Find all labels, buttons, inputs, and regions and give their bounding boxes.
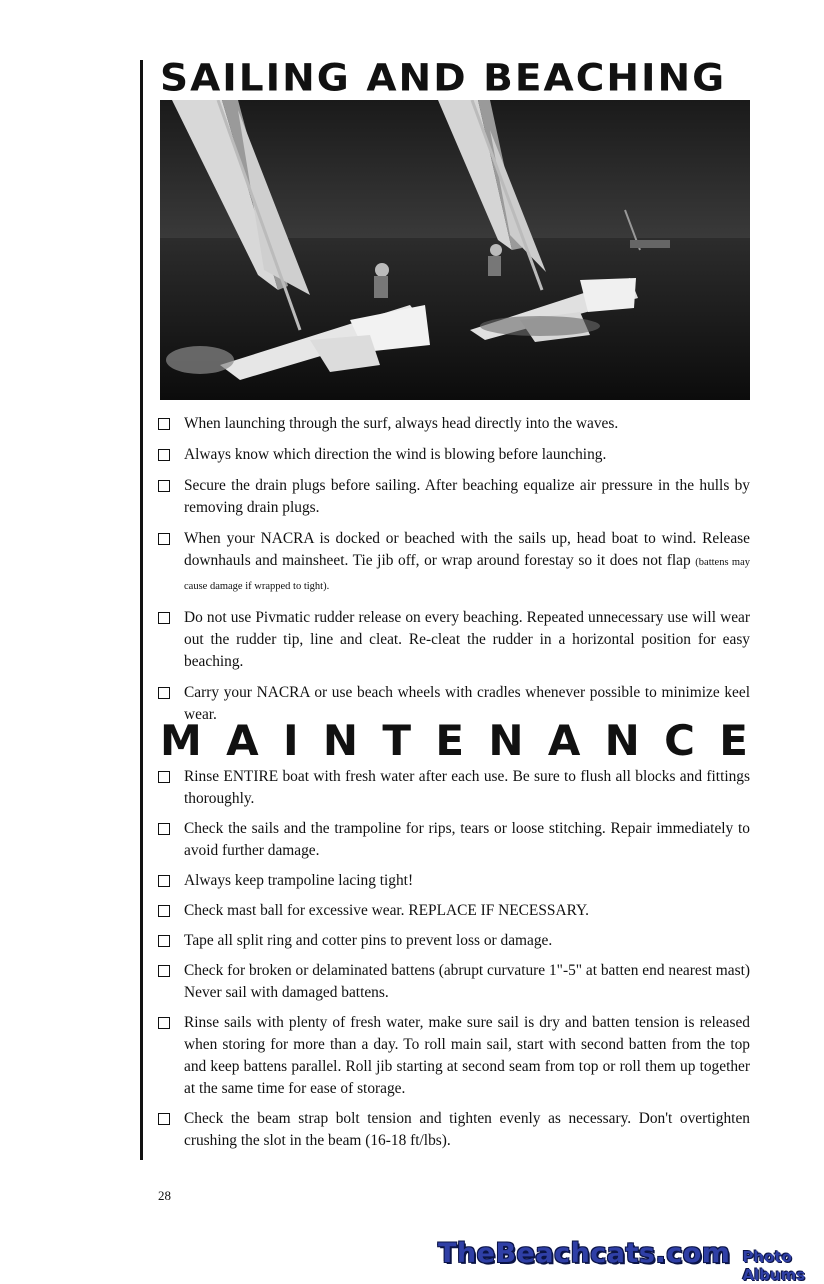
page-margin-rule bbox=[140, 60, 143, 1160]
checkbox-icon bbox=[158, 449, 170, 461]
item-text: Check the beam strap bolt tension and tighten evenly as necessary. Don't overtighten crushing the slot in the beam (16-18 ft/lbs). bbox=[184, 1110, 750, 1149]
item-text: Do not use Pivmatic rudder release on every beaching. Repeated unnecessary use will wear out the rudder tip, line and cleat. Re-cleat the rudder in a horizontal position for easy beaching. bbox=[184, 609, 750, 670]
watermark-main-text: TheBeachcats.com bbox=[438, 1238, 731, 1269]
list-item bbox=[158, 818, 750, 862]
title-letter: A bbox=[547, 716, 581, 765]
checkbox-icon bbox=[158, 418, 170, 430]
list-item bbox=[158, 766, 750, 810]
checkbox-icon bbox=[158, 771, 170, 783]
checkbox-icon bbox=[158, 1017, 170, 1029]
checkbox-icon bbox=[158, 612, 170, 624]
title-letter: E bbox=[435, 716, 465, 765]
title-letter: C bbox=[664, 716, 695, 765]
item-text: Check mast ball for excessive wear. REPLACE IF NECESSARY. bbox=[184, 902, 589, 919]
list-item bbox=[158, 413, 750, 435]
list-item bbox=[158, 444, 750, 466]
title-letter: A bbox=[226, 716, 259, 765]
title-letter: T bbox=[382, 716, 412, 765]
item-text: Secure the drain plugs before sailing. After beaching equalize air pressure in the hulls by removing drain plugs. bbox=[184, 477, 750, 516]
title-letter: N bbox=[322, 716, 359, 765]
list-item bbox=[158, 900, 750, 922]
title-letter: I bbox=[282, 716, 299, 765]
sailing-tips-list bbox=[158, 413, 750, 735]
section-title-maintenance bbox=[160, 718, 748, 764]
list-item bbox=[158, 528, 750, 598]
list-item bbox=[158, 607, 750, 673]
checkbox-icon bbox=[158, 905, 170, 917]
list-item bbox=[158, 1108, 750, 1152]
maintenance-tips-list bbox=[158, 766, 750, 1160]
checkbox-icon bbox=[158, 823, 170, 835]
checkbox-icon bbox=[158, 480, 170, 492]
checkbox-icon bbox=[158, 875, 170, 887]
list-item bbox=[158, 930, 750, 952]
item-text: Tape all split ring and cotter pins to prevent loss or damage. bbox=[184, 932, 553, 949]
title-letter: N bbox=[488, 716, 524, 765]
checkbox-icon bbox=[158, 1113, 170, 1125]
checkbox-icon bbox=[158, 687, 170, 699]
watermark-sub-text: Photo Albums bbox=[742, 1248, 806, 1284]
title-letter: N bbox=[604, 716, 640, 765]
item-text: Check for broken or delaminated battens (abrupt curvature 1"-5" at batten end nearest mast) Never sail with damaged battens. bbox=[184, 962, 750, 1001]
list-item bbox=[158, 960, 750, 1004]
watermark-logo bbox=[438, 1238, 824, 1284]
title-letter: M bbox=[160, 716, 202, 765]
item-text: Always keep trampoline lacing tight! bbox=[184, 872, 414, 889]
item-text: Always know which direction the wind is blowing before launching. bbox=[184, 446, 607, 463]
item-text: When your NACRA is docked or beached with the sails up, head boat to wind. Release downhauls and mainsheet. Tie jib off, or wrap around forestay so it does not flap bbox=[184, 530, 750, 569]
checkbox-icon bbox=[158, 533, 170, 545]
item-text: Rinse ENTIRE boat with fresh water after each use. Be sure to flush all blocks and fittings thoroughly. bbox=[184, 768, 750, 807]
catamaran-photo bbox=[160, 100, 750, 400]
item-text: Carry your NACRA or use beach wheels with cradles whenever possible to minimize keel wear. bbox=[184, 684, 750, 723]
list-item bbox=[158, 1012, 750, 1100]
item-note: (battens may cause damage if wrapped to tight). bbox=[184, 557, 750, 592]
page-number: 28 bbox=[158, 1188, 171, 1203]
section-title-sailing: SAILING AND BEACHING bbox=[160, 57, 727, 100]
item-text: When launching through the surf, always head directly into the waves. bbox=[184, 415, 619, 432]
checkbox-icon bbox=[158, 935, 170, 947]
title-letter: E bbox=[719, 716, 748, 765]
list-item bbox=[158, 475, 750, 519]
checkbox-icon bbox=[158, 965, 170, 977]
list-item bbox=[158, 870, 750, 892]
item-text: Rinse sails with plenty of fresh water, make sure sail is dry and batten tension is released when storing for more than a day. To roll main sail, start with second batten from the top and keep battens parallel. Roll jib starting at second seam from top or roll them up together at the same time for ease of storage. bbox=[184, 1014, 750, 1097]
item-text: Check the sails and the trampoline for rips, tears or loose stitching. Repair immediately to avoid further damage. bbox=[184, 820, 750, 859]
